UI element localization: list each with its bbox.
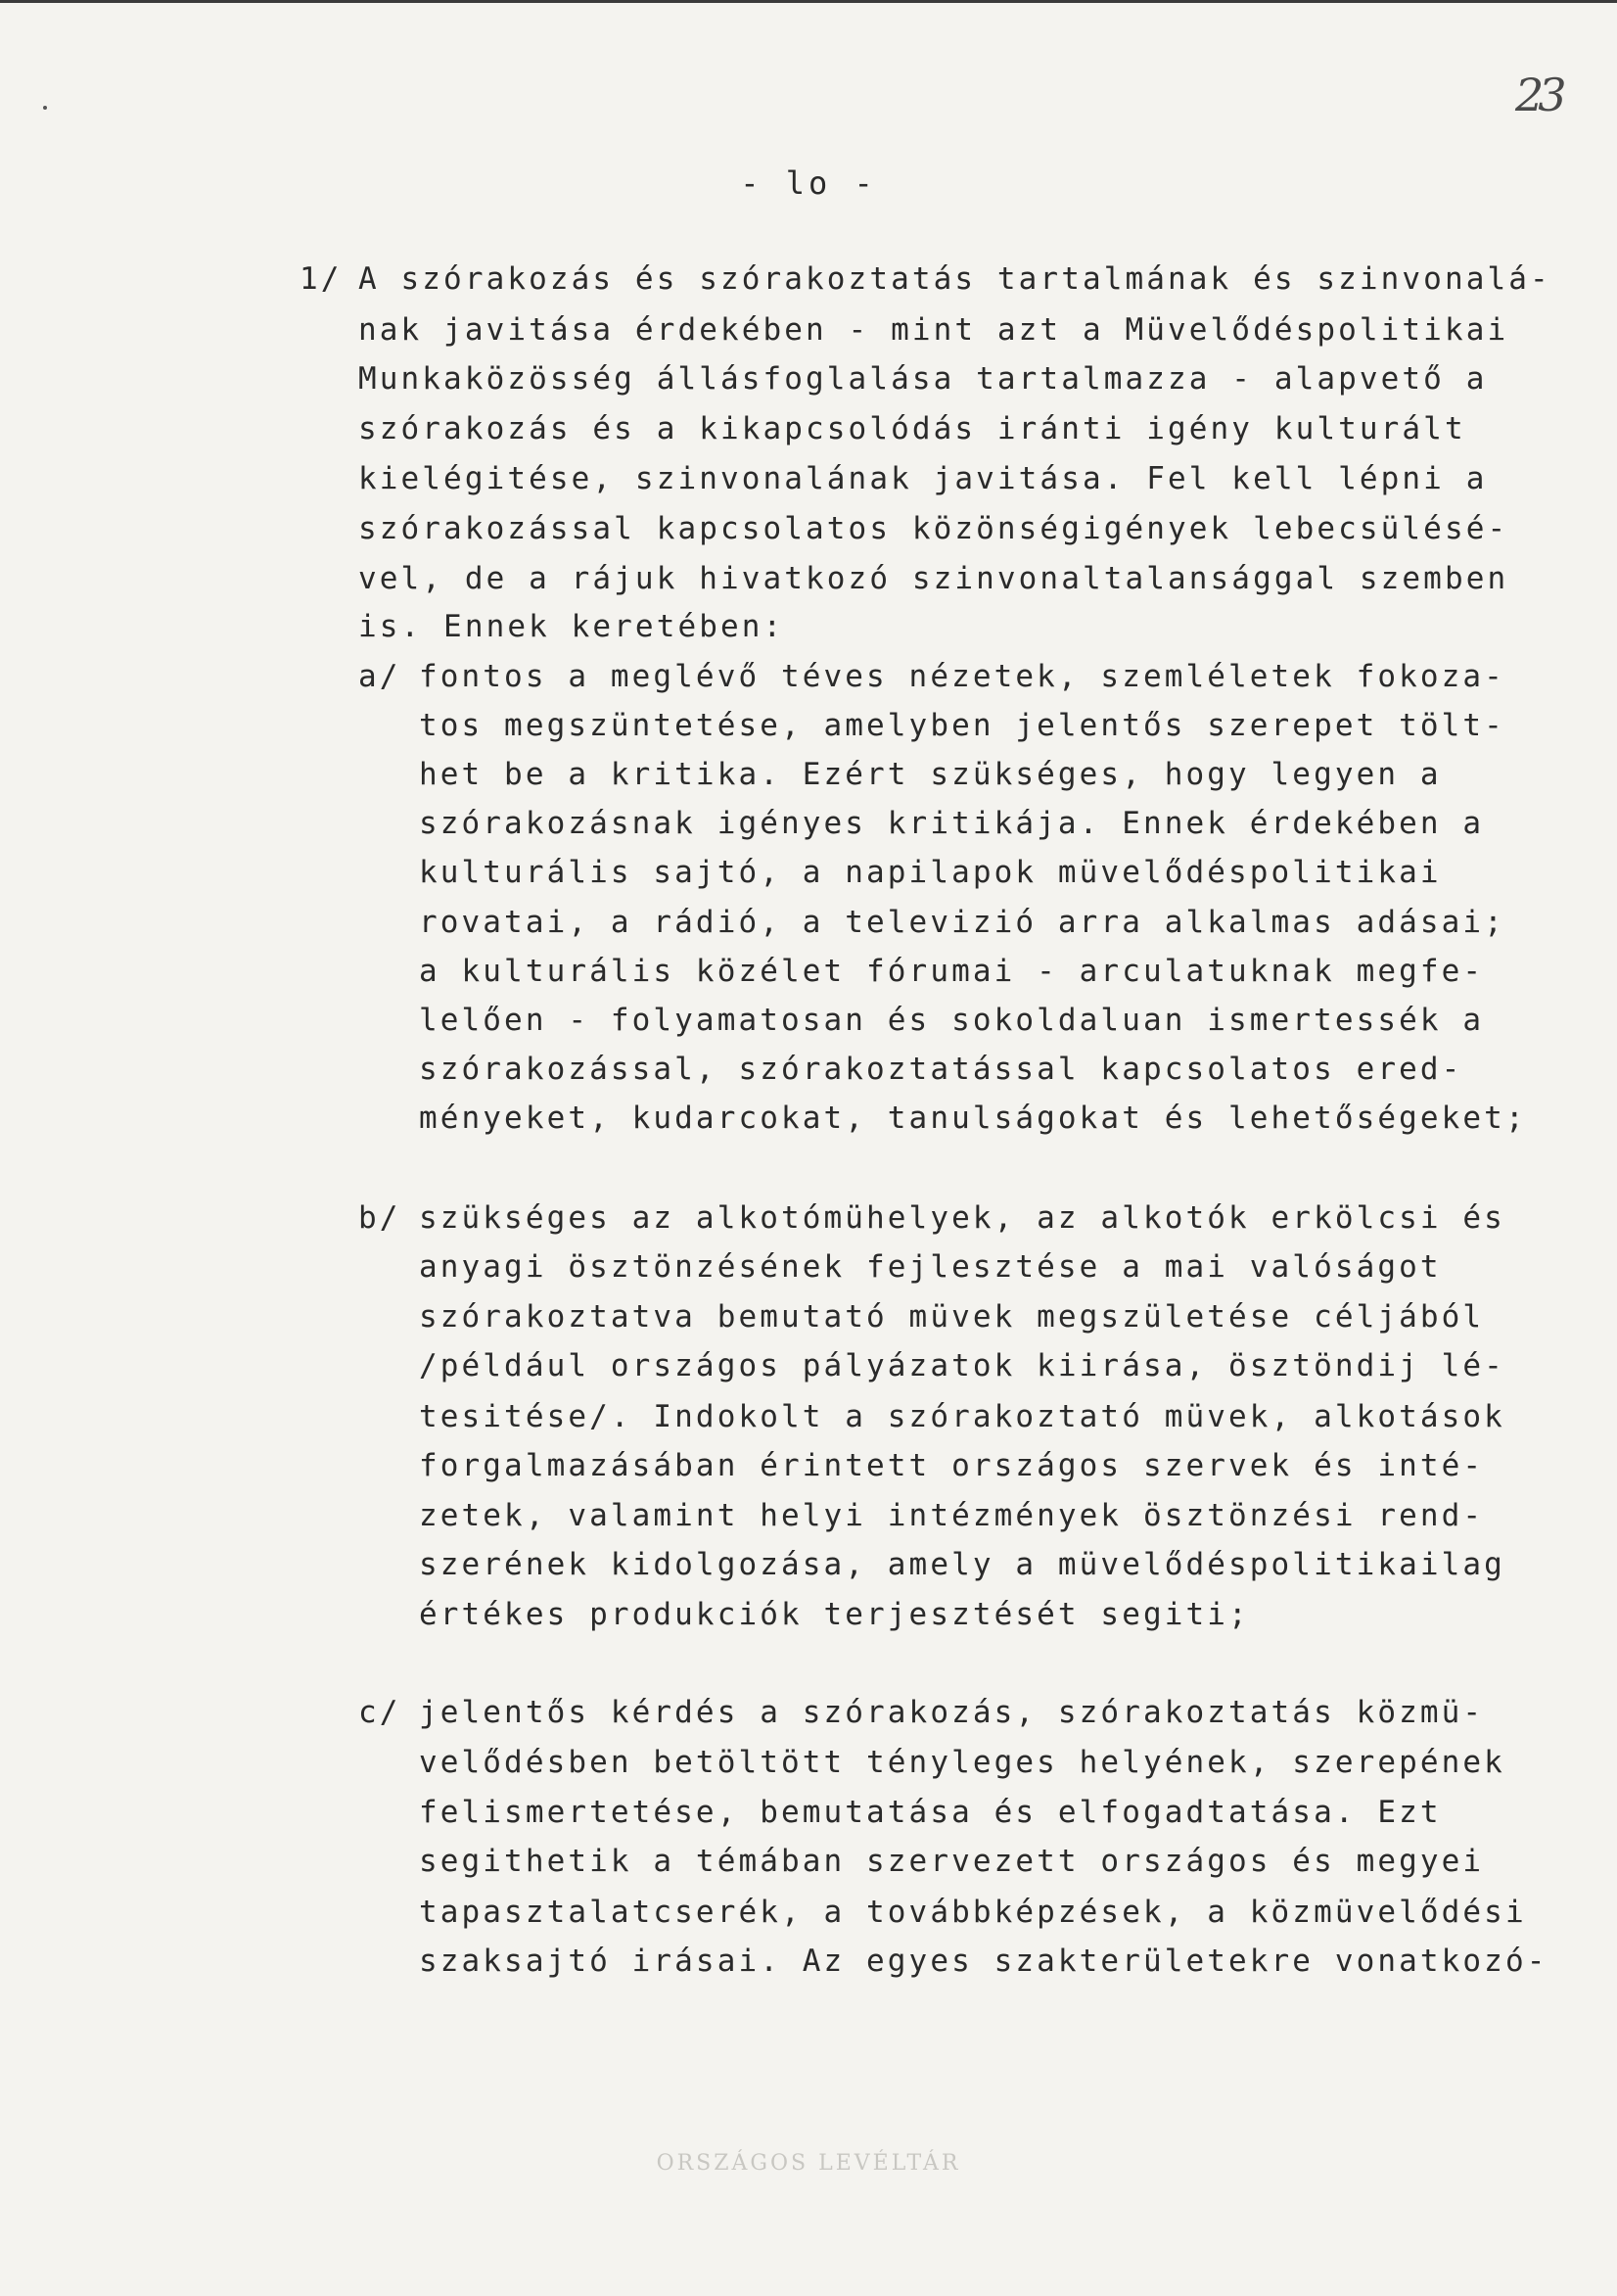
text-line: tos megszüntetése, amelyben jelentős szerepet tölt-	[419, 708, 1505, 743]
scan-speck	[43, 106, 47, 110]
item-b-label: b/	[358, 1200, 401, 1236]
text-line: lelően - folyamatosan és sokoldaluan ismertessék a	[419, 1003, 1485, 1038]
item-c-label: c/	[358, 1695, 401, 1730]
top-border	[0, 0, 1617, 3]
text-line: Munkaközösség állásfoglalása tartalmazza - alapvető a	[358, 361, 1488, 397]
text-line: tapasztalatcserék, a továbbképzések, a közmüvelődési	[419, 1895, 1527, 1930]
item-a-label: a/	[358, 659, 401, 694]
text-line: szaksajtó irásai. Az egyes szakterületekre vonatkozó-	[419, 1944, 1548, 1979]
text-line: segithetik a témában szervezett országos és megyei	[419, 1844, 1485, 1879]
text-line: szórakozással kapcsolatos közönségigények lebecsülésé-	[358, 511, 1509, 546]
text-line: A szórakozás és szórakoztatás tartalmának és szinvonalá-	[358, 261, 1551, 297]
text-line: fontos a meglévő téves nézetek, szemléletek fokoza-	[419, 659, 1505, 694]
text-line: jelentős kérdés a szórakozás, szórakoztatás közmü-	[419, 1695, 1485, 1730]
text-line: vel, de a rájuk hivatkozó szinvonaltalansággal szemben	[358, 561, 1509, 596]
text-line: a kulturális közélet fórumai - arculatuknak megfe-	[419, 954, 1485, 989]
text-line: zetek, valamint helyi intézmények ösztönzési rend-	[419, 1498, 1485, 1533]
text-line: tesitése/. Indokolt a szórakoztató müvek, alkotások	[419, 1399, 1505, 1434]
text-line: velődésben betöltött tényleges helyének, szerepének	[419, 1745, 1505, 1780]
text-line: /például országos pályázatok kiirása, ösztöndij lé-	[419, 1348, 1505, 1383]
page-number: - lo -	[740, 164, 877, 202]
text-line: szórakozásnak igényes kritikája. Ennek érdekében a	[419, 806, 1485, 841]
text-line: is. Ennek keretében:	[358, 609, 785, 644]
text-line: szükséges az alkotómühelyek, az alkotók erkölcsi és	[419, 1200, 1505, 1236]
text-line: nak javitása érdekében - mint azt a Müvelődéspolitikai	[358, 312, 1509, 348]
text-line: rovatai, a rádió, a televizió arra alkalmas adásai;	[419, 905, 1505, 940]
text-line: szórakozás és a kikapcsolódás iránti igény kulturált	[358, 411, 1466, 446]
text-line: felismertetése, bemutatása és elfogadtatása. Ezt	[419, 1795, 1442, 1830]
text-line: kulturális sajtó, a napilapok müvelődéspolitikai	[419, 855, 1442, 890]
text-line: értékes produkciók terjesztését segiti;	[419, 1597, 1250, 1632]
text-line: forgalmazásában érintett országos szervek és inté-	[419, 1448, 1485, 1483]
text-line: kielégitése, szinvonalának javitása. Fel kell lépni a	[358, 461, 1488, 496]
text-line: szórakozással, szórakoztatással kapcsolatos ered-	[419, 1052, 1463, 1087]
text-line: het be a kritika. Ezért szükséges, hogy legyen a	[419, 757, 1442, 792]
paragraph-1-label: 1/	[300, 261, 343, 297]
text-line: ményeket, kudarcokat, tanulságokat és lehetőségeket;	[419, 1101, 1527, 1136]
text-line: szerének kidolgozása, amely a müvelődéspolitikailag	[419, 1547, 1505, 1582]
archive-stamp: ORSZÁGOS LEVÉLTÁR	[656, 2151, 961, 2176]
text-line: anyagi ösztönzésének fejlesztése a mai valóságot	[419, 1249, 1442, 1285]
text-line: szórakoztatva bemutató müvek megszületése céljából	[419, 1299, 1485, 1335]
handwritten-page-number: 23	[1515, 69, 1561, 121]
